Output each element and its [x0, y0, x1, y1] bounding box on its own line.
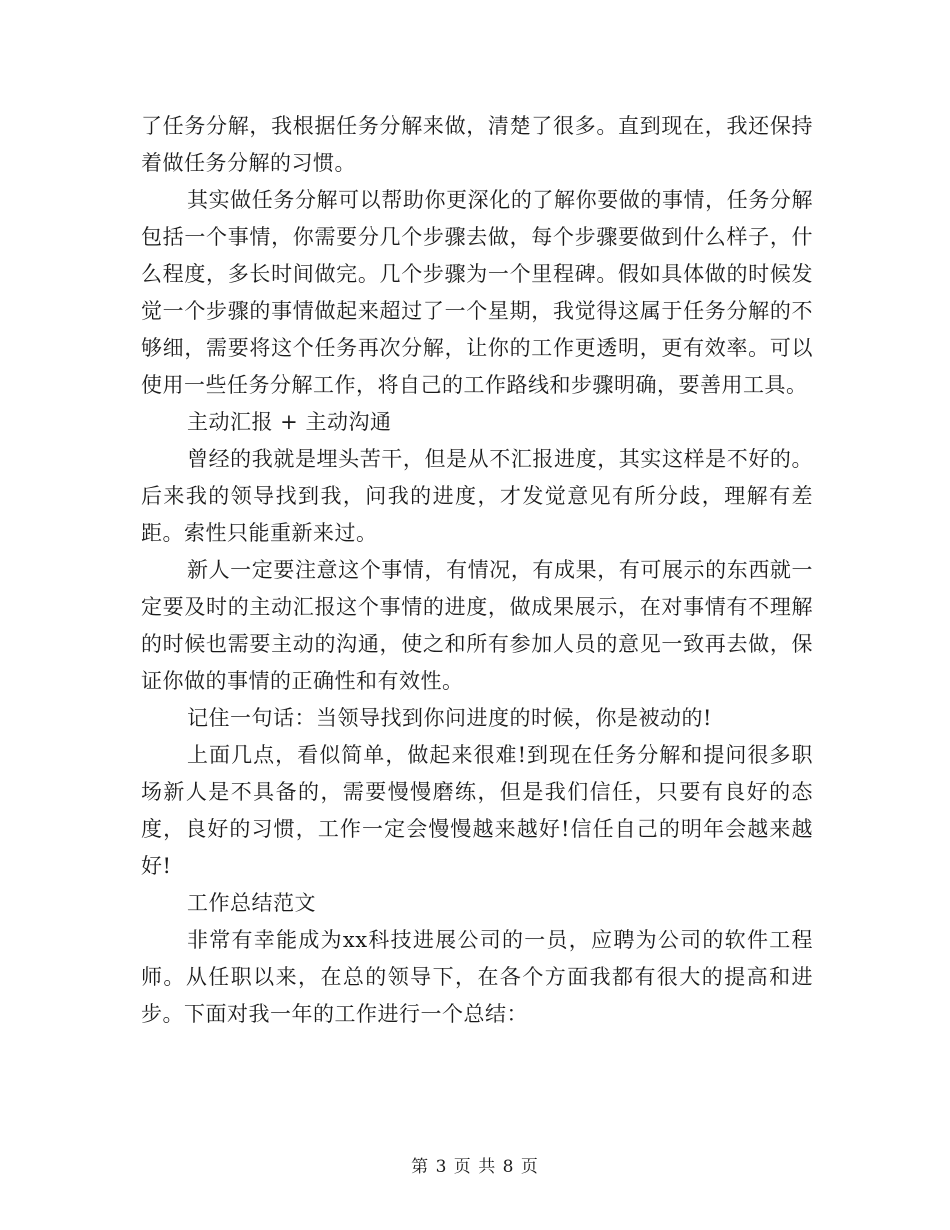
- page-number-footer: 第 3 页 共 8 页: [411, 1157, 539, 1177]
- paragraph-5: 记住一句话：当领导找到你问进度的时候，你是被动的!: [187, 706, 712, 730]
- paragraph-4: 新人一定要注意这个事情，有情况，有成果，有可展示的东西就一定要及时的主动汇报这个事情的进度，做成果展示，在对事情有不理解的时候也需要主动的沟通，使之和所有参加人员的意见一致再去做，保证你做的事情的正确性和有效性。: [141, 558, 813, 693]
- paragraph-2: 其实做任务分解可以帮助你更深化的了解你要做的事情，任务分解包括一个事情，你需要分几个步骤去做，每个步骤要做到什么样子，什么程度，多长时间做完。几个步骤为一个里程碑。假如具体做的时候发觉一个步骤的事情做起来超过了一个星期，我觉得这属于任务分解的不够细，需要将这个任务再次分解，让你的工作更透明，更有效率。可以使用一些任务分解工作，将自己的工作路线和步骤明确，要善用工具。: [141, 188, 813, 397]
- paragraph-7: 非常有幸能成为xx科技进展公司的一员，应聘为公司的软件工程师。从任职以来，在总的领导下，在各个方面我都有很大的提高和进步。下面对我一年的工作进行一个总结：: [141, 928, 813, 1026]
- paragraph-6: 上面几点，看似简单，做起来很难!到现在任务分解和提问很多职场新人是不具备的，需要慢慢磨练，但是我们信任，只要有良好的态度，良好的习惯，工作一定会慢慢越来越好!信任自己的明年会越来越好!: [141, 743, 813, 878]
- paragraph-3: 曾经的我就是埋头苦干，但是从不汇报进度，其实这样是不好的。后来我的领导找到我，问我的进度，才发觉意见有所分歧，理解有差距。索性只能重新来过。: [141, 447, 813, 545]
- paragraph-1: 了任务分解，我根据任务分解来做，清楚了很多。直到现在，我还保持着做任务分解的习惯。: [141, 114, 813, 175]
- section-heading-summary: 工作总结范文: [187, 891, 316, 915]
- document-body: [141, 108, 813, 1033]
- section-heading-report: 主动汇报 + 主动沟通: [187, 410, 392, 434]
